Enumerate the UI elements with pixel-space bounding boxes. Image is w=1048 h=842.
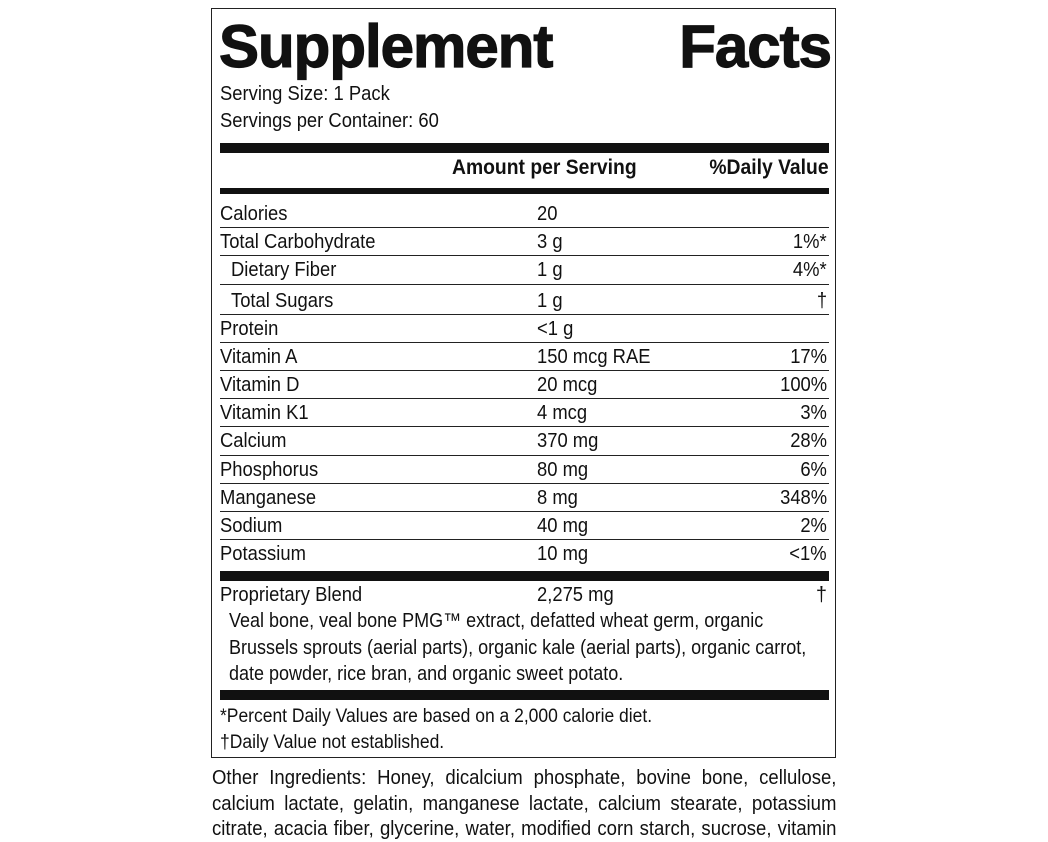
nutrient-daily-value: 348% (779, 486, 827, 509)
table-row (220, 484, 829, 512)
nutrient-name: Dietary Fiber (231, 259, 337, 282)
thick-divider (220, 690, 829, 700)
nutrient-amount: 80 mg (537, 458, 589, 481)
nutrient-amount: 20 mcg (537, 373, 598, 396)
table-row (220, 256, 829, 284)
nutrient-daily-value: <1% (789, 543, 827, 566)
nutrient-name: Vitamin D (220, 373, 300, 396)
title-word-supplement: Supplement (219, 13, 553, 80)
blend-daily-value: † (815, 584, 827, 606)
table-row (220, 456, 829, 484)
nutrient-daily-value: 3% (800, 402, 827, 425)
label-title (219, 15, 831, 79)
nutrient-amount: 4 mcg (537, 402, 588, 425)
footnote-percent-daily: *Percent Daily Values are based on a 2,000 calorie diet. (220, 706, 653, 727)
nutrient-name: Vitamin K1 (220, 402, 309, 425)
nutrient-daily-value: 1%* (793, 231, 827, 254)
header-daily-value: %Daily Value (709, 156, 829, 179)
nutrient-name: Protein (220, 317, 279, 340)
blend-name: Proprietary Blend (220, 584, 363, 606)
nutrient-amount: 370 mg (537, 430, 599, 453)
nutrient-name: Calories (220, 203, 288, 225)
title-word-facts: Facts (679, 13, 831, 80)
table-row (220, 512, 829, 540)
footnote-dagger: †Daily Value not established. (220, 732, 445, 753)
medium-divider (220, 188, 829, 194)
nutrient-name: Calcium (220, 430, 287, 453)
table-row (220, 399, 829, 427)
table-row (220, 200, 829, 228)
table-row (220, 228, 829, 256)
thick-divider (220, 143, 829, 153)
nutrient-daily-value: † (816, 289, 827, 312)
nutrient-amount: 8 mg (537, 486, 578, 509)
table-row (220, 540, 829, 568)
blend-amount: 2,275 mg (537, 584, 614, 606)
supplement-facts-panel (211, 8, 836, 758)
nutrient-table (220, 200, 829, 568)
blend-ingredients: Veal bone, veal bone PMG™ extract, defatted wheat germ, organic Brussels sprouts (aerial parts), organic kale (aerial parts), organic carrot, date powder, rice bran, and organic sweet potato. (229, 610, 807, 685)
nutrient-daily-value: 100% (779, 373, 827, 396)
nutrient-name: Manganese (220, 486, 317, 509)
table-row (220, 285, 829, 315)
nutrient-amount: 1 g (537, 289, 563, 312)
nutrient-amount: 20 (537, 203, 558, 225)
nutrient-name: Phosphorus (220, 458, 319, 481)
nutrient-name: Vitamin A (220, 345, 298, 368)
table-row (220, 371, 829, 399)
serving-size: Serving Size: 1 Pack (220, 83, 390, 105)
nutrient-amount: 10 mg (537, 543, 589, 566)
nutrient-amount: <1 g (537, 317, 574, 340)
servings-per-container: Servings per Container: 60 (220, 110, 439, 132)
nutrient-amount: 150 mcg RAE (537, 345, 651, 368)
nutrient-daily-value: 4%* (793, 259, 827, 282)
other-ingredients: Other Ingredients: Honey, dicalcium phosphate, bovine bone, cellulose, calcium lactate, gelatin, manganese lactate, calcium stearate, potassium citrate, acacia fiber, glycerine, water, modified corn starch, sucrose, vitamin (212, 766, 837, 840)
nutrient-amount: 1 g (537, 259, 563, 282)
nutrient-name: Sodium (220, 514, 283, 537)
nutrient-daily-value: 17% (790, 345, 827, 368)
thick-divider (220, 571, 829, 581)
nutrient-daily-value: 28% (790, 430, 827, 453)
nutrient-name: Total Sugars (231, 289, 334, 312)
table-row (220, 315, 829, 343)
table-row (220, 427, 829, 455)
nutrient-daily-value: 2% (800, 514, 827, 537)
nutrient-name: Total Carbohydrate (220, 231, 376, 254)
table-row (220, 343, 829, 371)
nutrient-name: Potassium (220, 543, 306, 566)
nutrient-amount: 3 g (537, 231, 563, 254)
nutrient-daily-value: 6% (800, 458, 827, 481)
nutrient-amount: 40 mg (537, 514, 589, 537)
header-amount-per-serving: Amount per Serving (452, 156, 637, 179)
